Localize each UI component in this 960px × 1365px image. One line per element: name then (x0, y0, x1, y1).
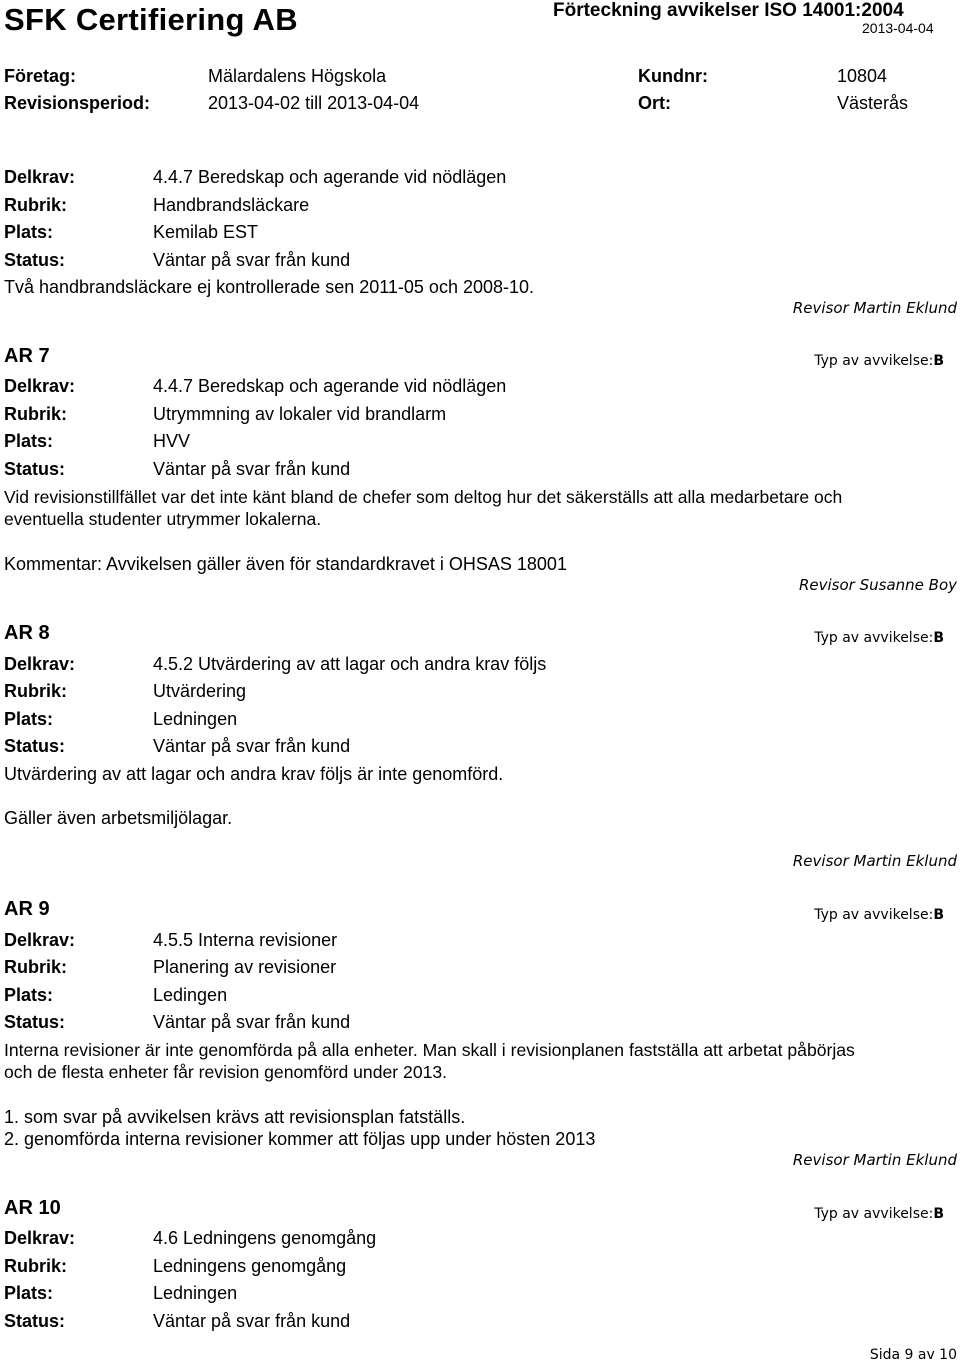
status-value: Väntar på svar från kund (153, 1012, 351, 1032)
auditor-signature: Revisor Martin Eklund (792, 852, 957, 870)
delkrav-label: Delkrav: (4, 654, 76, 674)
page-number: Sida 9 av 10 (869, 1347, 957, 1363)
plats-value: Ledningen (153, 709, 238, 729)
finding-title: AR 10 (4, 1197, 61, 1219)
deviation-type-value: B (933, 353, 944, 369)
delkrav-label: Delkrav: (4, 1228, 76, 1248)
foretag-value: Mälardalens Högskola (208, 66, 387, 86)
note: Gäller även arbetsmiljölagar. (4, 808, 233, 828)
rubrik-label: Rubrik: (4, 681, 67, 701)
delkrav-value: 4.4.7 Beredskap och agerande vid nödlägen (153, 167, 507, 187)
rubrik-label: Rubrik: (4, 404, 67, 424)
finding-title: AR 8 (4, 622, 50, 644)
plats-label: Plats: (4, 985, 54, 1005)
status-value: Väntar på svar från kund (153, 250, 351, 270)
description-line: Två handbrandsläckare ej kontrollerade sen 2011-05 och 2008-10. (4, 277, 535, 297)
rubrik-label: Rubrik: (4, 195, 67, 215)
delkrav-value: 4.5.5 Interna revisioner (153, 930, 338, 950)
plats-label: Plats: (4, 431, 54, 451)
document-title: Förteckning avvikelser ISO 14001:2004 (553, 0, 904, 21)
deviation-type (814, 907, 944, 923)
description-line: Interna revisioner är inte genomförda på alla enheter. Man skall i revisionplanen fastställa att arbetat påbörjas (4, 1040, 855, 1060)
rubrik-value: Handbrandsläckare (153, 195, 310, 215)
period-label: Revisionsperiod: (4, 93, 151, 113)
status-label: Status: (4, 459, 66, 479)
list-item: 1. som svar på avvikelsen krävs att revisionsplan fatställs. (4, 1107, 466, 1127)
rubrik-value: Utvärdering (153, 681, 247, 701)
plats-value: Kemilab EST (153, 222, 259, 242)
deviation-type-value: B (933, 630, 944, 646)
status-label: Status: (4, 1012, 66, 1032)
deviation-type (814, 630, 944, 646)
kundnr-label: Kundnr: (638, 66, 708, 86)
rubrik-value: Utrymmning av lokaler vid brandlarm (153, 404, 447, 424)
period-value: 2013-04-02 till 2013-04-04 (208, 93, 420, 113)
deviation-type (814, 1206, 944, 1222)
ort-value: Västerås (837, 93, 909, 113)
list-item: 2. genomförda interna revisioner kommer att följas upp under hösten 2013 (4, 1129, 596, 1149)
deviation-type-label: Typ av avvikelse: (814, 630, 934, 646)
status-value: Väntar på svar från kund (153, 1311, 351, 1331)
rubrik-label: Rubrik: (4, 1256, 67, 1276)
description-line: Utvärdering av att lagar och andra krav följs är inte genomförd. (4, 764, 504, 784)
status-label: Status: (4, 736, 66, 756)
delkrav-value: 4.5.2 Utvärdering av att lagar och andra krav följs (153, 654, 547, 674)
company-name: SFK Certifiering AB (4, 2, 298, 37)
deviation-type-label: Typ av avvikelse: (814, 907, 934, 923)
plats-label: Plats: (4, 1283, 54, 1303)
delkrav-label: Delkrav: (4, 376, 76, 396)
kundnr-value: 10804 (837, 66, 888, 86)
delkrav-label: Delkrav: (4, 930, 76, 950)
deviation-type-value: B (933, 907, 944, 923)
foretag-label: Företag: (4, 66, 76, 86)
auditor-signature: Revisor Martin Eklund (792, 1151, 957, 1169)
finding-title: AR 9 (4, 898, 50, 920)
status-label: Status: (4, 1311, 66, 1331)
description-line: och de flesta enheter får revision genomförd under 2013. (4, 1062, 448, 1082)
deviation-type-label: Typ av avvikelse: (814, 353, 934, 369)
deviation-type-value: B (933, 1206, 944, 1222)
plats-value: Ledningen (153, 1283, 238, 1303)
description-line: Vid revisionstillfället var det inte känt bland de chefer som deltog hur det säkerställs att alla medarbetare och (4, 487, 843, 507)
finding-title: AR 7 (4, 345, 50, 367)
status-label: Status: (4, 250, 66, 270)
plats-label: Plats: (4, 222, 54, 242)
comment: Kommentar: Avvikelsen gäller även för standardkravet i OHSAS 18001 (4, 554, 567, 574)
rubrik-value: Ledningens genomgång (153, 1256, 347, 1276)
rubrik-label: Rubrik: (4, 957, 67, 977)
status-value: Väntar på svar från kund (153, 736, 351, 756)
delkrav-value: 4.4.7 Beredskap och agerande vid nödlägen (153, 376, 507, 396)
status-value: Väntar på svar från kund (153, 459, 351, 479)
delkrav-label: Delkrav: (4, 167, 76, 187)
auditor-signature: Revisor Martin Eklund (792, 299, 957, 317)
plats-value: HVV (153, 431, 191, 451)
document-date: 2013-04-04 (862, 20, 934, 36)
plats-value: Ledingen (153, 985, 228, 1005)
auditor-signature: Revisor Susanne Boy (798, 576, 957, 594)
delkrav-value: 4.6 Ledningens genomgång (153, 1228, 377, 1248)
rubrik-value: Planering av revisioner (153, 957, 337, 977)
deviation-type (814, 353, 944, 369)
description-line: eventuella studenter utrymmer lokalerna. (4, 509, 322, 529)
plats-label: Plats: (4, 709, 54, 729)
deviation-type-label: Typ av avvikelse: (814, 1206, 934, 1222)
ort-label: Ort: (638, 93, 671, 113)
